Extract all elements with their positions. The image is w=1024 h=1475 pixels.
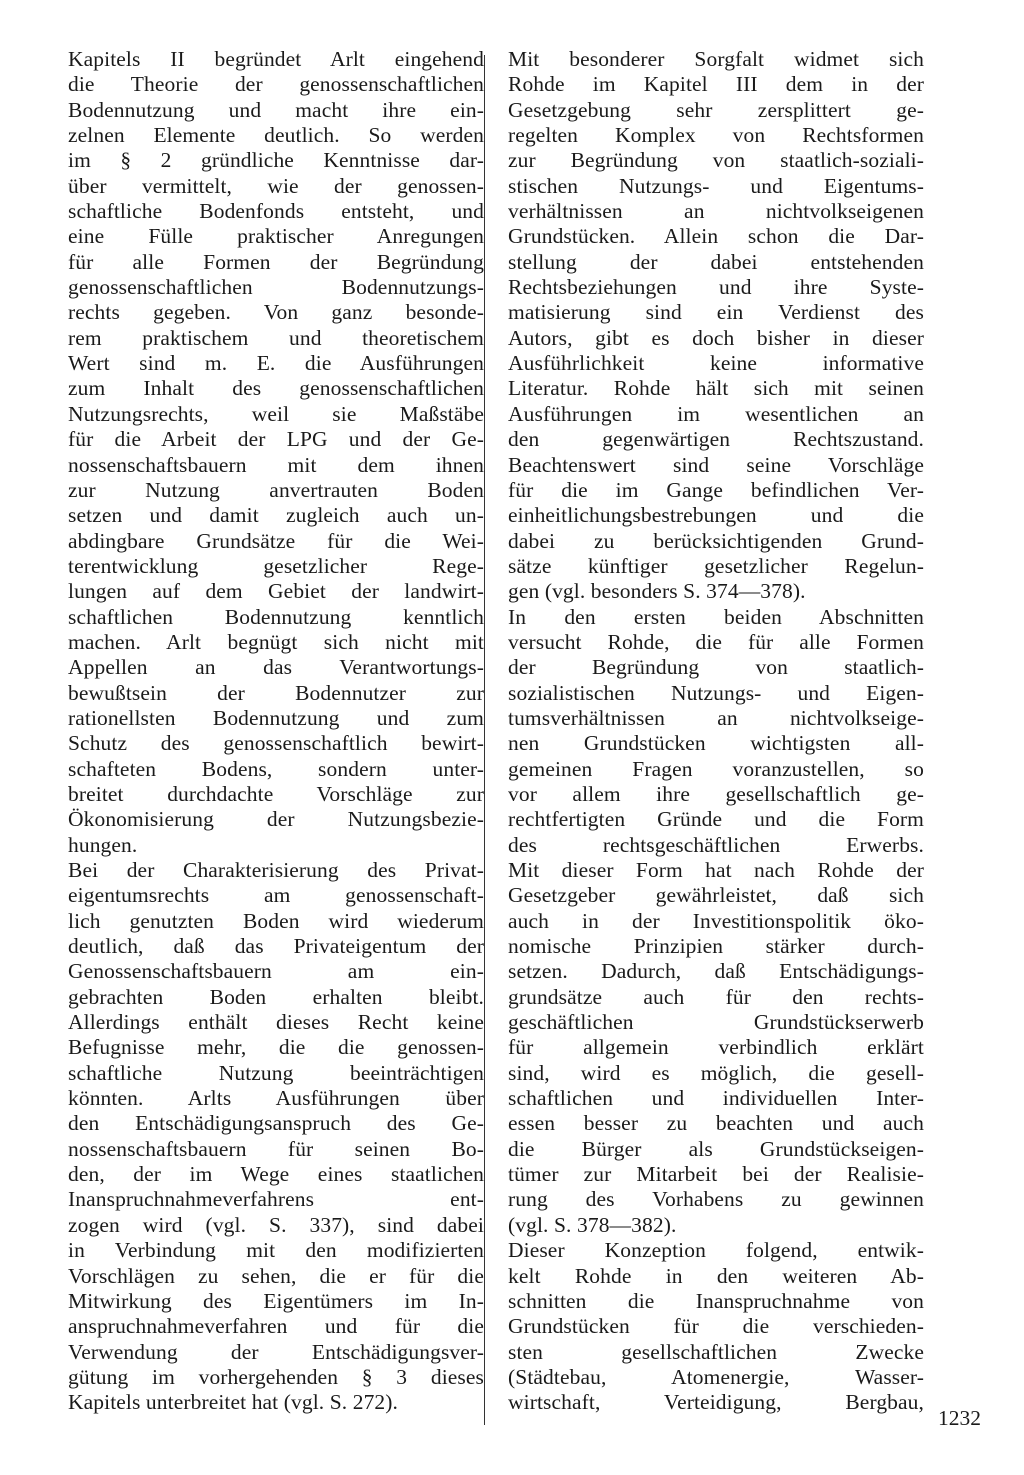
text-line: gemeinen Fragen voranzustellen, so [508, 756, 924, 781]
text-line: essen besser zu beachten und auch [508, 1111, 924, 1136]
text-line: Vorschlägen zu sehen, die er für die [68, 1263, 484, 1288]
text-line: nossenschaftsbauern für seinen Bo- [68, 1136, 484, 1161]
text-line: zogen wird (vgl. S. 337), sind dabei [68, 1212, 484, 1237]
text-line: tumsverhältnissen an nichtvolkseige- [508, 705, 924, 730]
text-line: verhältnissen an nichtvolkseigenen [508, 199, 924, 224]
text-line: eine Fülle praktischer Anregungen [68, 224, 484, 249]
text-line: zur Nutzung anvertrauten Boden [68, 477, 484, 502]
text-line: schaftliche Nutzung beeinträchtigen [68, 1060, 484, 1085]
text-line: Kapitels unterbreitet hat (vgl. S. 272). [68, 1390, 399, 1415]
text-line: könnten. Arlts Ausführungen über [68, 1086, 484, 1111]
text-line: rationellsten Bodennutzung und zum [68, 705, 484, 730]
text-line: stellung der dabei entstehenden [508, 249, 924, 274]
text-line: vor allem ihre gesellschaftlich ge- [508, 781, 924, 806]
text-line: im § 2 gründliche Kenntnisse dar- [68, 148, 484, 173]
text-line: nen Grundstücken wichtigsten all- [508, 731, 924, 756]
text-line: Bodennutzung und macht ihre ein- [68, 97, 484, 122]
text-line: schaftlichen und individuellen Inter- [508, 1086, 924, 1111]
text-line: zur Begründung von staatlich-soziali- [508, 148, 924, 173]
text-line: (vgl. S. 378—382). [508, 1212, 677, 1237]
text-line: auch in der Investitionspolitik öko- [508, 908, 924, 933]
text-line: Literatur. Rohde hält sich mit seinen [508, 376, 924, 401]
text-line: Gesetzgeber gewährleistet, daß sich [508, 883, 924, 908]
text-line: sind, wird es möglich, die gesell- [508, 1060, 924, 1085]
text-line: kelt Rohde in den weiteren Ab- [508, 1263, 924, 1288]
text-line: rechtfertigten Gründe und die Form [508, 807, 924, 832]
page-number: 1232 [938, 1406, 981, 1430]
text-line: zum Inhalt des genossenschaftlichen [68, 376, 484, 401]
text-line: rechts gegeben. Von ganz besonde- [68, 300, 484, 325]
text-line: bewußtsein der Bodennutzer zur [68, 680, 484, 705]
text-line: sozialistischen Nutzungs- und Eigen- [508, 680, 924, 705]
text-line: Ausführlichkeit keine informative [508, 351, 924, 376]
text-line: Verwendung der Entschädigungsver- [68, 1339, 484, 1364]
text-line: Bei der Charakterisierung des Privat- [68, 858, 484, 882]
text-line: einheitlichungsbestrebungen und die [508, 503, 924, 528]
text-line: In den ersten beiden Abschnitten [508, 604, 924, 629]
text-line: für alle Formen der Begründung [68, 249, 484, 274]
text-line: grundsätze auch für den rechts- [508, 984, 924, 1009]
text-line: rung des Vorhabens zu gewinnen [508, 1187, 924, 1212]
text-line: den, der im Wege eines staatlichen [68, 1162, 484, 1187]
text-line: die Theorie der genossenschaftlichen [68, 72, 484, 97]
text-line: setzen. Dadurch, daß Entschädigungs- [508, 959, 924, 984]
text-line: über vermittelt, wie der genossen- [68, 173, 484, 198]
text-line: den Entschädigungsanspruch des Ge- [68, 1111, 484, 1136]
text-line: schaftliche Bodenfonds entsteht, und [68, 199, 484, 224]
text-line: gütung im vorhergehenden § 3 dieses [68, 1364, 484, 1389]
text-line: rem praktischem und theoretischem [68, 325, 484, 350]
text-line: Nutzungsrechts, weil sie Maßstäbe [68, 401, 484, 426]
text-line: Inanspruchnahmeverfahrens ent- [68, 1187, 484, 1212]
text-line: Ökonomisierung der Nutzungsbezie- [68, 807, 484, 832]
text-line: für die im Gange befindlichen Ver- [508, 477, 924, 502]
text-line: Befugnisse mehr, die die genossen- [68, 1035, 484, 1060]
text-line: gebrachten Boden erhalten bleibt. [68, 984, 484, 1009]
text-line: nomische Prinzipien stärker durch- [508, 934, 924, 959]
text-line: wirtschaft, Verteidigung, Bergbau, [508, 1390, 924, 1415]
text-line: Appellen an das Verantwortungs- [68, 655, 484, 680]
text-line: breitet durchdachte Vorschläge zur [68, 781, 484, 806]
text-line: des rechtsgeschäftlichen Erwerbs. [508, 832, 924, 857]
text-line: Beachtenswert sind seine Vorschläge [508, 452, 924, 477]
right-text-column [508, 47, 924, 1416]
text-line: lich genutzten Boden wird wiederum [68, 908, 484, 933]
text-line: sten gesellschaftlichen Zwecke [508, 1339, 924, 1364]
text-line: nossenschaftsbauern mit dem ihnen [68, 452, 484, 477]
text-line: für die Arbeit der LPG und der Ge- [68, 427, 484, 452]
text-line: abdingbare Grundsätze für die Wei- [68, 528, 484, 553]
text-line: tümer zur Mitarbeit bei der Realisie- [508, 1162, 924, 1187]
text-line: für allgemein verbindlich erklärt [508, 1035, 924, 1060]
text-line: deutlich, daß das Privateigentum der [68, 934, 484, 959]
text-line: die Bürger als Grundstückseigen- [508, 1136, 924, 1161]
text-line: Schutz des genossenschaftlich bewirt- [68, 731, 484, 756]
text-line: Kapitels II begründet Arlt eingehend [68, 47, 484, 71]
text-line: machen. Arlt begnügt sich nicht mit [68, 629, 484, 654]
text-line: Grundstücken. Allein schon die Dar- [508, 224, 924, 249]
text-line: eigentumsrechts am genossenschaft- [68, 883, 484, 908]
text-line: gen (vgl. besonders S. 374—378). [508, 579, 806, 604]
text-line: sätze künftiger gesetzlicher Regelun- [508, 553, 924, 578]
text-line: Rohde im Kapitel III dem in der [508, 72, 924, 97]
text-line: dabei zu berücksichtigenden Grund- [508, 528, 924, 553]
column-divider-rule [484, 55, 485, 1425]
text-line: Mitwirkung des Eigentümers im In- [68, 1288, 484, 1313]
text-line: schnitten die Inanspruchnahme von [508, 1288, 924, 1313]
text-line: Autors, gibt es doch bisher in dieser [508, 325, 924, 350]
text-line: Allerdings enthält dieses Recht keine [68, 1010, 484, 1035]
text-line: geschäftlichen Grundstückserwerb [508, 1010, 924, 1035]
text-line: Dieser Konzeption folgend, entwik- [508, 1238, 924, 1263]
text-line: Gesetzgebung sehr zersplittert ge- [508, 97, 924, 122]
text-line: (Städtebau, Atomenergie, Wasser- [508, 1364, 924, 1389]
text-line: in Verbindung mit den modifizierten [68, 1238, 484, 1263]
text-line: Genossenschaftsbauern am ein- [68, 959, 484, 984]
text-line: lungen auf dem Gebiet der landwirt- [68, 579, 484, 604]
text-line: der Begründung von staatlich- [508, 655, 924, 680]
text-line: Mit besonderer Sorgfalt widmet sich [508, 47, 924, 71]
text-line: zelnen Elemente deutlich. So werden [68, 123, 484, 148]
text-line: setzen und damit zugleich auch un- [68, 503, 484, 528]
text-line: den gegenwärtigen Rechtszustand. [508, 427, 924, 452]
text-line: Wert sind m. E. die Ausführungen [68, 351, 484, 376]
text-line: genossenschaftlichen Bodennutzungs- [68, 275, 484, 300]
left-text-column [68, 47, 484, 1416]
text-line: Mit dieser Form hat nach Rohde der [508, 858, 924, 882]
text-line: versucht Rohde, die für alle Formen [508, 629, 924, 654]
text-line: hungen. [68, 832, 138, 857]
text-line: regelten Komplex von Rechtsformen [508, 123, 924, 148]
text-line: schafteten Bodens, sondern unter- [68, 756, 484, 781]
text-line: Rechtsbeziehungen und ihre Syste- [508, 275, 924, 300]
text-line: terentwicklung gesetzlicher Rege- [68, 553, 484, 578]
text-line: stischen Nutzungs- und Eigentums- [508, 173, 924, 198]
text-line: matisierung sind ein Verdienst des [508, 300, 924, 325]
text-line: Grundstücken für die verschieden- [508, 1314, 924, 1339]
text-line: anspruchnahmeverfahren und für die [68, 1314, 484, 1339]
text-line: Ausführungen im wesentlichen an [508, 401, 924, 426]
text-line: schaftlichen Bodennutzung kenntlich [68, 604, 484, 629]
